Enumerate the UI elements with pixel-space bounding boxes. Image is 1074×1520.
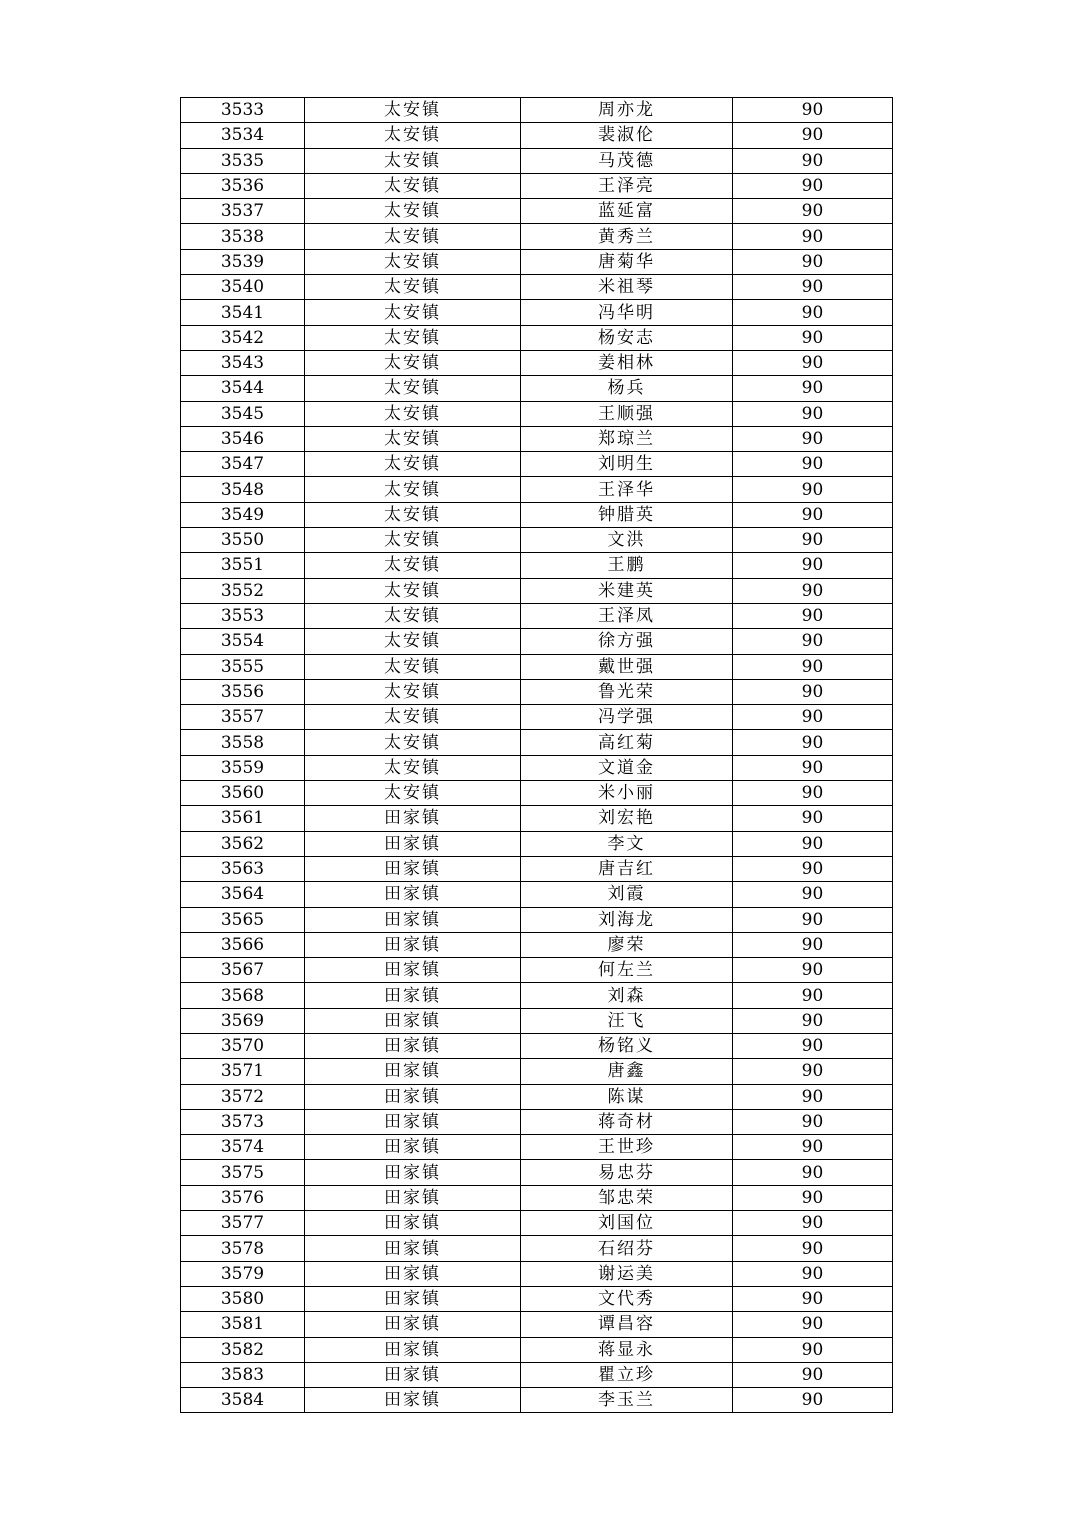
- table-row: [181, 806, 893, 831]
- town-cell: 田家镇: [305, 1135, 521, 1160]
- amount-cell: 90: [733, 1135, 893, 1160]
- table-row: [181, 1135, 893, 1160]
- name-cell: 姜相林: [521, 350, 733, 375]
- row-number-cell: 3584: [181, 1388, 305, 1413]
- amount-cell: 90: [733, 199, 893, 224]
- name-cell: 米小丽: [521, 781, 733, 806]
- row-number-cell: 3577: [181, 1211, 305, 1236]
- amount-cell: 90: [733, 781, 893, 806]
- row-number-cell: 3546: [181, 426, 305, 451]
- name-cell: 周亦龙: [521, 98, 733, 123]
- name-cell: 冯学强: [521, 705, 733, 730]
- name-cell: 唐鑫: [521, 1059, 733, 1084]
- name-cell: 何左兰: [521, 958, 733, 983]
- row-number-cell: 3553: [181, 603, 305, 628]
- table-row: [181, 224, 893, 249]
- amount-cell: 90: [733, 1109, 893, 1134]
- row-number-cell: 3545: [181, 401, 305, 426]
- name-cell: 刘国位: [521, 1211, 733, 1236]
- table-row: [181, 502, 893, 527]
- amount-cell: 90: [733, 1084, 893, 1109]
- amount-cell: 90: [733, 705, 893, 730]
- amount-cell: 90: [733, 755, 893, 780]
- table-row: [181, 98, 893, 123]
- amount-cell: 90: [733, 249, 893, 274]
- name-cell: 刘海龙: [521, 907, 733, 932]
- table-row: [181, 1261, 893, 1286]
- name-cell: 黄秀兰: [521, 224, 733, 249]
- row-number-cell: 3566: [181, 932, 305, 957]
- amount-cell: 90: [733, 350, 893, 375]
- row-number-cell: 3580: [181, 1286, 305, 1311]
- row-number-cell: 3578: [181, 1236, 305, 1261]
- amount-cell: 90: [733, 401, 893, 426]
- table-row: [181, 148, 893, 173]
- name-cell: 文代秀: [521, 1286, 733, 1311]
- row-number-cell: 3548: [181, 477, 305, 502]
- amount-cell: 90: [733, 1033, 893, 1058]
- table-row: [181, 477, 893, 502]
- table-row: [181, 831, 893, 856]
- amount-cell: 90: [733, 1362, 893, 1387]
- name-cell: 蒋奇材: [521, 1109, 733, 1134]
- amount-cell: 90: [733, 553, 893, 578]
- row-number-cell: 3570: [181, 1033, 305, 1058]
- table-row: [181, 1362, 893, 1387]
- name-cell: 王鹏: [521, 553, 733, 578]
- amount-cell: 90: [733, 806, 893, 831]
- table-row: [181, 426, 893, 451]
- row-number-cell: 3573: [181, 1109, 305, 1134]
- table-row: [181, 932, 893, 957]
- amount-cell: 90: [733, 907, 893, 932]
- row-number-cell: 3561: [181, 806, 305, 831]
- amount-cell: 90: [733, 1160, 893, 1185]
- name-cell: 谢运美: [521, 1261, 733, 1286]
- row-number-cell: 3576: [181, 1185, 305, 1210]
- row-number-cell: 3541: [181, 300, 305, 325]
- amount-cell: 90: [733, 528, 893, 553]
- table-row: [181, 1211, 893, 1236]
- town-cell: 田家镇: [305, 1312, 521, 1337]
- table-row: [181, 1008, 893, 1033]
- row-number-cell: 3536: [181, 173, 305, 198]
- town-cell: 太安镇: [305, 199, 521, 224]
- row-number-cell: 3552: [181, 578, 305, 603]
- town-cell: 田家镇: [305, 882, 521, 907]
- table-row: [181, 350, 893, 375]
- table-row: [181, 1286, 893, 1311]
- town-cell: 田家镇: [305, 1109, 521, 1134]
- town-cell: 太安镇: [305, 173, 521, 198]
- amount-cell: 90: [733, 224, 893, 249]
- row-number-cell: 3558: [181, 730, 305, 755]
- amount-cell: 90: [733, 578, 893, 603]
- name-cell: 杨安志: [521, 325, 733, 350]
- row-number-cell: 3539: [181, 249, 305, 274]
- amount-cell: 90: [733, 1261, 893, 1286]
- town-cell: 太安镇: [305, 781, 521, 806]
- amount-cell: 90: [733, 123, 893, 148]
- amount-cell: 90: [733, 983, 893, 1008]
- town-cell: 田家镇: [305, 1362, 521, 1387]
- name-cell: 徐方强: [521, 629, 733, 654]
- town-cell: 太安镇: [305, 528, 521, 553]
- name-cell: 蓝延富: [521, 199, 733, 224]
- table-row: [181, 755, 893, 780]
- row-number-cell: 3582: [181, 1337, 305, 1362]
- town-cell: 太安镇: [305, 123, 521, 148]
- name-cell: 马茂德: [521, 148, 733, 173]
- row-number-cell: 3575: [181, 1160, 305, 1185]
- town-cell: 太安镇: [305, 553, 521, 578]
- row-number-cell: 3568: [181, 983, 305, 1008]
- amount-cell: 90: [733, 98, 893, 123]
- town-cell: 田家镇: [305, 1160, 521, 1185]
- table-row: [181, 907, 893, 932]
- table-row: [181, 1033, 893, 1058]
- name-cell: 冯华明: [521, 300, 733, 325]
- name-cell: 唐吉红: [521, 856, 733, 881]
- name-cell: 瞿立珍: [521, 1362, 733, 1387]
- amount-cell: 90: [733, 148, 893, 173]
- table-row: [181, 654, 893, 679]
- row-number-cell: 3533: [181, 98, 305, 123]
- town-cell: 田家镇: [305, 831, 521, 856]
- name-cell: 杨铭义: [521, 1033, 733, 1058]
- row-number-cell: 3579: [181, 1261, 305, 1286]
- name-cell: 陈谋: [521, 1084, 733, 1109]
- row-number-cell: 3562: [181, 831, 305, 856]
- row-number-cell: 3556: [181, 679, 305, 704]
- table-row: [181, 1236, 893, 1261]
- town-cell: 太安镇: [305, 502, 521, 527]
- table-row: [181, 603, 893, 628]
- row-number-cell: 3559: [181, 755, 305, 780]
- name-cell: 文洪: [521, 528, 733, 553]
- row-number-cell: 3560: [181, 781, 305, 806]
- table-row: [181, 781, 893, 806]
- table-row: [181, 882, 893, 907]
- town-cell: 田家镇: [305, 1261, 521, 1286]
- table-row: [181, 123, 893, 148]
- town-cell: 田家镇: [305, 1388, 521, 1413]
- amount-cell: 90: [733, 452, 893, 477]
- table-row: [181, 1059, 893, 1084]
- row-number-cell: 3583: [181, 1362, 305, 1387]
- town-cell: 太安镇: [305, 98, 521, 123]
- town-cell: 太安镇: [305, 603, 521, 628]
- row-number-cell: 3554: [181, 629, 305, 654]
- town-cell: 田家镇: [305, 1337, 521, 1362]
- town-cell: 太安镇: [305, 325, 521, 350]
- town-cell: 田家镇: [305, 983, 521, 1008]
- row-number-cell: 3564: [181, 882, 305, 907]
- name-cell: 王顺强: [521, 401, 733, 426]
- town-cell: 太安镇: [305, 629, 521, 654]
- town-cell: 太安镇: [305, 452, 521, 477]
- table-row: [181, 528, 893, 553]
- name-cell: 石绍芬: [521, 1236, 733, 1261]
- amount-cell: 90: [733, 654, 893, 679]
- town-cell: 太安镇: [305, 426, 521, 451]
- table-row: [181, 300, 893, 325]
- data-table: [180, 97, 893, 1413]
- table-row: [181, 1160, 893, 1185]
- name-cell: 刘宏艳: [521, 806, 733, 831]
- name-cell: 刘森: [521, 983, 733, 1008]
- town-cell: 太安镇: [305, 654, 521, 679]
- row-number-cell: 3572: [181, 1084, 305, 1109]
- town-cell: 田家镇: [305, 1286, 521, 1311]
- row-number-cell: 3581: [181, 1312, 305, 1337]
- row-number-cell: 3544: [181, 376, 305, 401]
- amount-cell: 90: [733, 882, 893, 907]
- row-number-cell: 3534: [181, 123, 305, 148]
- table-row: [181, 578, 893, 603]
- amount-cell: 90: [733, 300, 893, 325]
- row-number-cell: 3535: [181, 148, 305, 173]
- amount-cell: 90: [733, 1236, 893, 1261]
- name-cell: 谭昌容: [521, 1312, 733, 1337]
- amount-cell: 90: [733, 856, 893, 881]
- row-number-cell: 3563: [181, 856, 305, 881]
- name-cell: 钟腊英: [521, 502, 733, 527]
- table-row: [181, 553, 893, 578]
- row-number-cell: 3537: [181, 199, 305, 224]
- table-body: [181, 98, 893, 1413]
- town-cell: 田家镇: [305, 1211, 521, 1236]
- name-cell: 戴世强: [521, 654, 733, 679]
- amount-cell: 90: [733, 325, 893, 350]
- name-cell: 王世珍: [521, 1135, 733, 1160]
- name-cell: 刘霞: [521, 882, 733, 907]
- table-row: [181, 376, 893, 401]
- name-cell: 高红菊: [521, 730, 733, 755]
- town-cell: 太安镇: [305, 148, 521, 173]
- row-number-cell: 3538: [181, 224, 305, 249]
- amount-cell: 90: [733, 958, 893, 983]
- amount-cell: 90: [733, 426, 893, 451]
- name-cell: 文道金: [521, 755, 733, 780]
- row-number-cell: 3571: [181, 1059, 305, 1084]
- name-cell: 易忠芬: [521, 1160, 733, 1185]
- town-cell: 田家镇: [305, 1236, 521, 1261]
- row-number-cell: 3540: [181, 275, 305, 300]
- row-number-cell: 3567: [181, 958, 305, 983]
- row-number-cell: 3551: [181, 553, 305, 578]
- town-cell: 太安镇: [305, 755, 521, 780]
- amount-cell: 90: [733, 502, 893, 527]
- table-row: [181, 1084, 893, 1109]
- name-cell: 鲁光荣: [521, 679, 733, 704]
- row-number-cell: 3565: [181, 907, 305, 932]
- row-number-cell: 3543: [181, 350, 305, 375]
- amount-cell: 90: [733, 730, 893, 755]
- table-row: [181, 730, 893, 755]
- town-cell: 田家镇: [305, 1008, 521, 1033]
- table-row: [181, 856, 893, 881]
- table-row: [181, 958, 893, 983]
- table-row: [181, 1337, 893, 1362]
- name-cell: 李文: [521, 831, 733, 856]
- table-row: [181, 705, 893, 730]
- amount-cell: 90: [733, 679, 893, 704]
- table-row: [181, 452, 893, 477]
- amount-cell: 90: [733, 1008, 893, 1033]
- amount-cell: 90: [733, 1185, 893, 1210]
- amount-cell: 90: [733, 831, 893, 856]
- amount-cell: 90: [733, 1286, 893, 1311]
- name-cell: 米祖琴: [521, 275, 733, 300]
- town-cell: 田家镇: [305, 907, 521, 932]
- row-number-cell: 3542: [181, 325, 305, 350]
- name-cell: 王泽华: [521, 477, 733, 502]
- town-cell: 田家镇: [305, 932, 521, 957]
- table-row: [181, 679, 893, 704]
- name-cell: 刘明生: [521, 452, 733, 477]
- amount-cell: 90: [733, 932, 893, 957]
- table-row: [181, 249, 893, 274]
- town-cell: 太安镇: [305, 376, 521, 401]
- table-row: [181, 173, 893, 198]
- town-cell: 太安镇: [305, 730, 521, 755]
- amount-cell: 90: [733, 629, 893, 654]
- town-cell: 田家镇: [305, 806, 521, 831]
- name-cell: 唐菊华: [521, 249, 733, 274]
- amount-cell: 90: [733, 1337, 893, 1362]
- table-row: [181, 401, 893, 426]
- town-cell: 太安镇: [305, 705, 521, 730]
- table-row: [181, 629, 893, 654]
- amount-cell: 90: [733, 173, 893, 198]
- town-cell: 太安镇: [305, 578, 521, 603]
- name-cell: 王泽亮: [521, 173, 733, 198]
- name-cell: 米建英: [521, 578, 733, 603]
- town-cell: 太安镇: [305, 477, 521, 502]
- town-cell: 太安镇: [305, 300, 521, 325]
- amount-cell: 90: [733, 1059, 893, 1084]
- town-cell: 太安镇: [305, 350, 521, 375]
- table-row: [181, 275, 893, 300]
- name-cell: 郑琼兰: [521, 426, 733, 451]
- table-row: [181, 1388, 893, 1413]
- town-cell: 太安镇: [305, 224, 521, 249]
- town-cell: 田家镇: [305, 1059, 521, 1084]
- town-cell: 田家镇: [305, 958, 521, 983]
- row-number-cell: 3549: [181, 502, 305, 527]
- town-cell: 田家镇: [305, 1084, 521, 1109]
- name-cell: 王泽凤: [521, 603, 733, 628]
- town-cell: 太安镇: [305, 401, 521, 426]
- town-cell: 太安镇: [305, 679, 521, 704]
- row-number-cell: 3547: [181, 452, 305, 477]
- town-cell: 田家镇: [305, 1033, 521, 1058]
- amount-cell: 90: [733, 275, 893, 300]
- amount-cell: 90: [733, 477, 893, 502]
- row-number-cell: 3569: [181, 1008, 305, 1033]
- row-number-cell: 3555: [181, 654, 305, 679]
- town-cell: 太安镇: [305, 249, 521, 274]
- town-cell: 太安镇: [305, 275, 521, 300]
- name-cell: 邹忠荣: [521, 1185, 733, 1210]
- table-row: [181, 325, 893, 350]
- name-cell: 裴淑伦: [521, 123, 733, 148]
- name-cell: 蒋显永: [521, 1337, 733, 1362]
- table-row: [181, 1109, 893, 1134]
- row-number-cell: 3557: [181, 705, 305, 730]
- table-row: [181, 1312, 893, 1337]
- town-cell: 田家镇: [305, 856, 521, 881]
- town-cell: 田家镇: [305, 1185, 521, 1210]
- name-cell: 汪飞: [521, 1008, 733, 1033]
- table-row: [181, 983, 893, 1008]
- row-number-cell: 3574: [181, 1135, 305, 1160]
- name-cell: 李玉兰: [521, 1388, 733, 1413]
- amount-cell: 90: [733, 1211, 893, 1236]
- amount-cell: 90: [733, 603, 893, 628]
- name-cell: 廖荣: [521, 932, 733, 957]
- amount-cell: 90: [733, 376, 893, 401]
- row-number-cell: 3550: [181, 528, 305, 553]
- amount-cell: 90: [733, 1312, 893, 1337]
- name-cell: 杨兵: [521, 376, 733, 401]
- table-row: [181, 199, 893, 224]
- amount-cell: 90: [733, 1388, 893, 1413]
- table-row: [181, 1185, 893, 1210]
